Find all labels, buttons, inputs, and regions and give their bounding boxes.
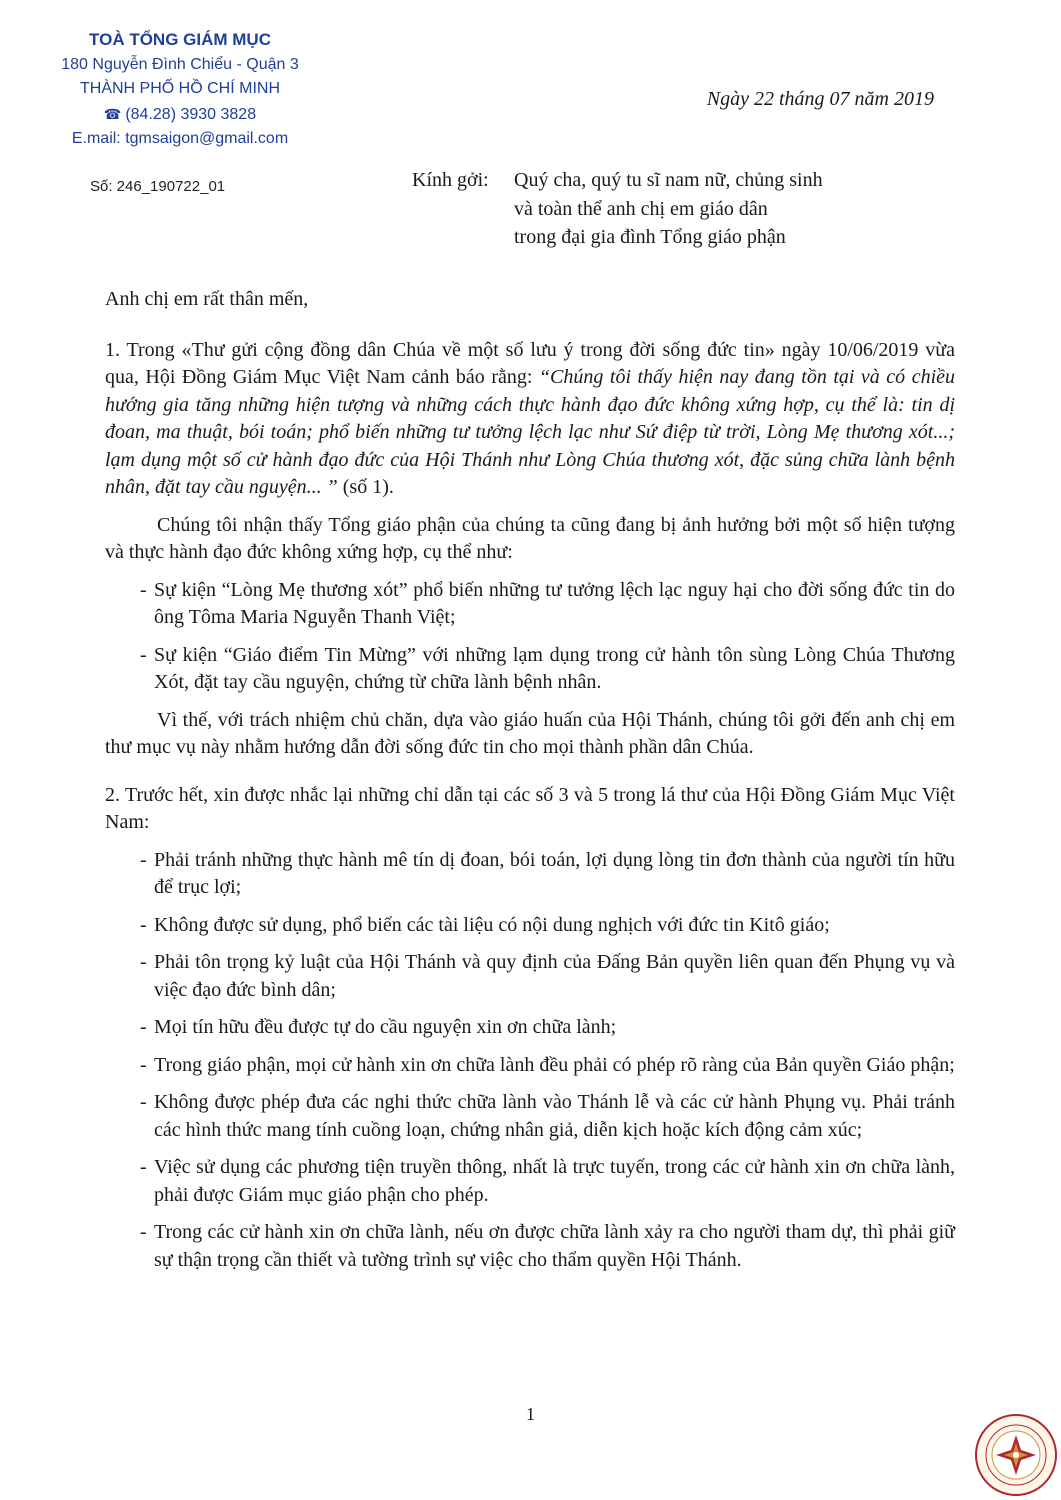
page-number: 1 <box>526 1404 535 1424</box>
recipient-label: Kính gởi: <box>412 169 489 191</box>
quote-reference: (số 1). <box>337 476 394 498</box>
list-item: - Phải tôn trọng kỷ luật của Hội Thánh và quy định của Đấng Bản quyền liên quan đến Phụng vụ và việc đạo đức bình dân; <box>105 949 955 1004</box>
letter-body <box>105 286 955 1284</box>
list-item: - Phải tránh những thực hành mê tín dị đoan, bói toán, lợi dụng lòng tin đơn thành của người tín hữu để trục lợi; <box>105 847 955 902</box>
recipient-line: trong đại gia đình Tổng giáo phận <box>514 226 786 248</box>
section-1-intro <box>105 337 955 502</box>
section-1-intro-text: 1. Trong «Thư gửi cộng đồng dân Chúa về một số lưu ý trong đời sống đức tin» ngày 10/06/2019 vừa qua, Hội Đồng Giám Mục Việt Nam cảnh báo rằng: <box>105 338 955 388</box>
list-item: - Sự kiện “Giáo điểm Tin Mừng” với những lạm dụng trong cử hành tôn sùng Lòng Chúa Thương Xót, đặt tay cầu nguyện, chứng từ chữa lành bệnh nhân. <box>105 642 955 697</box>
list-item: - Trong giáo phận, mọi cử hành xin ơn chữa lành đều phải có phép rõ ràng của Bản quyền Giáo phận; <box>105 1052 955 1080</box>
section-1-paragraph: Chúng tôi nhận thấy Tổng giáo phận của chúng ta cũng đang bị ảnh hưởng bởi một số hiện tượng và thực hành đạo đức không xứng hợp, cụ thể như: <box>105 513 955 563</box>
section-2-intro: 2. Trước hết, xin được nhắc lại những chỉ dẫn tại các số 3 và 5 trong lá thư của Hội Đồng Giám Mục Việt Nam: <box>105 783 955 833</box>
address: 180 Nguyễn Đình Chiểu - Quận 3 <box>61 55 299 73</box>
bishops-quote: “Chúng tôi thấy hiện nay đang tồn tại và có chiều hướng gia tăng những hiện tượng và những cách thực hành đạo đức không xứng hợp, cụ thể là: tin dị đoan, ma thuật, bói toán; phổ biến những tư tưởng lệch lạc như Sứ điệp từ trời, Lòng Mẹ thương xót...; lạm dụng một số cử hành đạo đức của Hội Thánh như Lòng Chúa thương xót, đặc sủng chữa lành bệnh nhân, đặt tay cầu nguyện... ” <box>105 366 956 498</box>
list-item: - Mọi tín hữu đều được tự do cầu nguyện xin ơn chữa lành; <box>105 1014 955 1042</box>
list-item: - Việc sử dụng các phương tiện truyền thông, nhất là trực tuyến, trong các cử hành xin ơn chữa lành, phải được Giám mục giáo phận cho phép. <box>105 1154 955 1209</box>
recipient-line: và toàn thể anh chị em giáo dân <box>514 197 768 220</box>
letterhead <box>30 28 330 152</box>
section-1-conclusion: Vì thế, với trách nhiệm chủ chăn, dựa vào giáo huấn của Hội Thánh, chúng tôi gởi đến anh chị em thư mục vụ này nhằm hướng dẫn đời sống đức tin cho mọi thành phần dân Chúa. <box>105 708 955 758</box>
list-item: - Không được phép đưa các nghi thức chữa lành vào Thánh lễ và các cử hành Phụng vụ. Phải tránh các hình thức mang tính cuồng loạn, chứng nhân giả, diễn kịch hoặc kích động cảm xúc; <box>105 1089 955 1144</box>
greeting: Anh chị em rất thân mến, <box>105 288 309 310</box>
diocese-seal-icon <box>974 1413 1058 1497</box>
list-item: - Trong các cử hành xin ơn chữa lành, nếu ơn được chữa lành xảy ra cho người tham dự, thì phải giữ sự thận trọng cần thiết và tường trình sự việc cho thẩm quyền Hội Thánh. <box>105 1219 955 1274</box>
organization-name: TOÀ TỔNG GIÁM MỤC <box>89 30 271 49</box>
section-2-list <box>105 847 955 1275</box>
phone-number: (84.28) 3930 3828 <box>125 105 257 123</box>
list-item: - Sự kiện “Lòng Mẹ thương xót” phổ biến những tư tưởng lệch lạc nguy hại cho đời sống đức tin do ông Tôma Maria Nguyễn Thanh Việt; <box>105 577 955 632</box>
recipient-block <box>412 166 823 252</box>
date-line: Ngày 22 tháng 07 năm 2019 <box>706 88 934 110</box>
email: E.mail: tgmsaigon@gmail.com <box>71 130 289 147</box>
telephone-icon: ☎ <box>103 105 122 122</box>
phone-line <box>30 102 330 128</box>
city: THÀNH PHỐ HỒ CHÍ MINH <box>80 80 280 97</box>
recipient-line: Quý cha, quý tu sĩ nam nữ, chủng sinh <box>514 169 823 191</box>
document-number: Số: 246_190722_01 <box>90 178 226 195</box>
list-item: - Không được sử dụng, phổ biến các tài liệu có nội dung nghịch với đức tin Kitô giáo; <box>105 912 955 940</box>
section-1-list <box>105 577 955 697</box>
